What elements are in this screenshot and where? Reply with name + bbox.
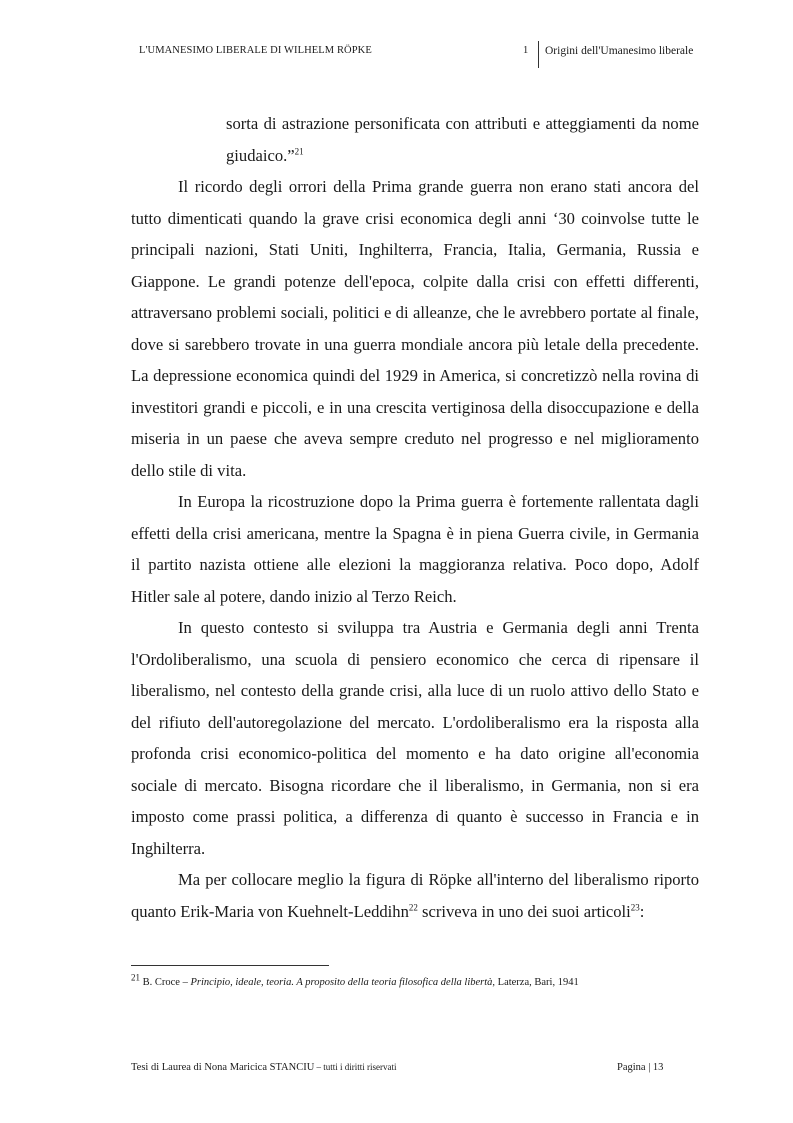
footnote-author: B. Croce – bbox=[140, 977, 191, 988]
footer-author: Tesi di Laurea di Nona Maricica STANCIU bbox=[131, 1062, 315, 1073]
paragraph-4-text-c: : bbox=[639, 901, 645, 921]
footnote-21 bbox=[131, 972, 579, 990]
paragraph-4-text-b: scriveva in uno dei suoi articoli bbox=[417, 901, 631, 921]
header-chapter-title: Origini dell'Umanesimo liberale bbox=[545, 45, 694, 57]
header-title: L'UMANESIMO LIBERALE DI WILHELM RÖPKE bbox=[139, 45, 372, 56]
paragraph-2: In Europa la ricostruzione dopo la Prima guerra è fortemente rallentata dagli effetti della crisi americana, mentre la Spagna è in piena Guerra civile, in Germania il partito nazista ottiene alle elezioni la maggioranza relativa. Poco dopo, Adolf Hitler sale al potere, dando inizio al Terzo Reich. bbox=[131, 492, 699, 606]
footnote-title: Principio, ideale, teoria. A proposito della teoria filosofica della libertà bbox=[190, 977, 493, 988]
footnote-ref-21: 21 bbox=[294, 145, 304, 156]
footer-rights: – tutti i diritti riservati bbox=[314, 1062, 397, 1072]
paragraph-3: In questo contesto si sviluppa tra Austria e Germania degli anni Trenta l'Ordoliberalismo, una scuola di pensiero economico che cerca di ripensare il liberalismo, nel contesto della grande crisi, alla luce di un ruolo attivo dello Stato e del rifiuto dell'autoregolazione del mercato. L'ordoliberalismo era la risposta alla profonda crisi economico-politica del momento e ha dato origine all'economia sociale di mercato. Bisogna ricordare che il liberalismo, in Germania, non si era imposto come prassi politica, a differenza di quanto è successo in Francia e in Inghilterra. bbox=[131, 618, 699, 858]
paragraph-1: Il ricordo degli orrori della Prima grande guerra non erano stati ancora del tutto dimenticati quando la grave crisi economica degli anni ‘30 coinvolse tutte le principali nazioni, Stati Uniti, Inghilterra, Francia, Italia, Germania, Russia e Giappone. Le grandi potenze dell'epoca, colpite dalla crisi con effetti differenti, attraversano problemi sociali, politici e di alleanze, che le avrebbero portate al finale, dove si sarebbero trovate in una guerra mondiale ancora più letale della precedente. La depressione economica quindi del 1929 in America, si concretizzò nella rovina di investitori grandi e piccoli, e in una crescita vertiginosa della disoccupazione e della miseria in un paese che aveva sempre creduto nel progresso e nel miglioramento dello stile di vita. bbox=[131, 177, 699, 480]
block-quote bbox=[226, 108, 699, 171]
header-separator bbox=[538, 41, 539, 68]
footnote-number: 21 bbox=[131, 972, 140, 983]
footnote-ref-22: 22 bbox=[408, 901, 418, 912]
paragraph-4-text-a: Ma per collocare meglio la figura di Röpke all'interno del liberalismo riporto quanto Erik-Maria von Kuehnelt-Leddihn bbox=[131, 870, 699, 921]
paragraph-4 bbox=[131, 864, 699, 927]
footnote-rule bbox=[131, 965, 329, 966]
footnote-publisher: , Laterza, Bari, 1941 bbox=[492, 977, 579, 988]
main-text bbox=[131, 108, 699, 927]
footer-credit bbox=[131, 1062, 397, 1073]
footnote-ref-23: 23 bbox=[630, 901, 640, 912]
page-number: Pagina | 13 bbox=[617, 1062, 664, 1073]
quote-text: sorta di astrazione personificata con attributi e atteggiamenti da nome giudaico.” bbox=[226, 114, 699, 165]
header-chapter-number: 1 bbox=[523, 45, 529, 56]
